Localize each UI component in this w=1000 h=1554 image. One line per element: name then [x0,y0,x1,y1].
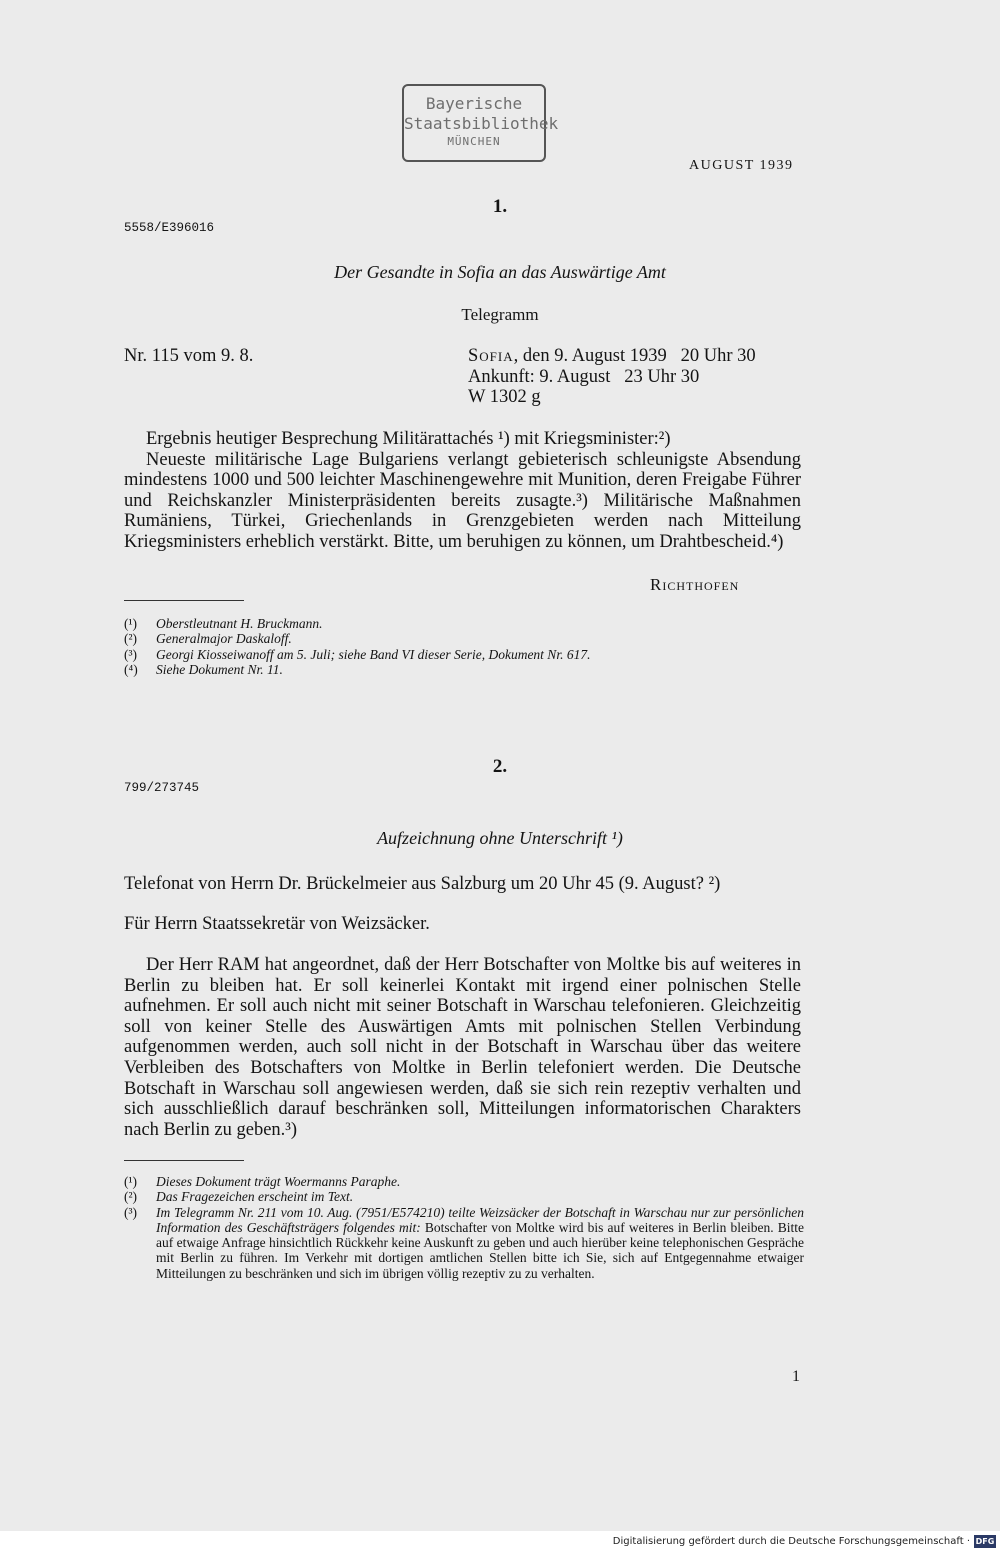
doc1-nr: Nr. 115 vom 9. 8. [124,346,254,366]
doc1-footnote-1: (¹) Oberstleutnant H. Bruckmann. [124,616,323,631]
doc1-sent: , den 9. August 1939 20 Uhr 30 [513,346,756,366]
doc1-para-1: Ergebnis heutiger Besprechung Militärattachés ¹) mit Kriegsminister:²) [146,429,671,449]
doc2-reference: 799/273745 [124,781,200,795]
doc2-footnote-1: (¹) Dieses Dokument trägt Woermanns Paraphe. [124,1174,401,1189]
running-header-date: AUGUST 1939 [689,158,794,173]
funding-notice: Digitalisierung gefördert durch die Deutsche Forschungsgemeinschaft · [612,1536,970,1547]
digitization-footer [0,1531,1000,1554]
doc2-line-2: Für Herrn Staatssekretär von Weizsäcker. [124,914,430,934]
doc1-title: Der Gesandte in Sofia an das Auswärtige Amt [334,262,666,282]
doc2-footnote-rule [124,1160,244,1161]
doc2-footnote-3-quote: Botschafter von Moltke wird bis auf weiteres in Berlin bleiben. Bitte auf etwaige Anfrage hinsichtlich Rückkehr keine Auskunft zu geben und auch hierüber keine telephonischen Gespräche mit Berlin zu führen. Im Verkehr mit dortigen amtlichen Stellen bitte ich Sie, sich auf Entgegennahme etwaiger Mitteilungen zu beschränken und sich im übrigen völlig rezeptiv zu zu verhalten. [156,1219,804,1281]
doc1-signature: Richthofen [650,575,740,594]
stamp-line-2: Staatsbibliothek [404,114,559,133]
doc1-type: Telegramm [461,305,539,324]
doc1-reference: 5558/E396016 [124,221,215,235]
stamp-line-3: MÜNCHEN [447,135,501,148]
page-number: 1 [792,1368,800,1385]
doc2-body [124,955,801,1140]
doc1-para-2: Neueste militärische Lage Bulgariens verlangt gebieterisch schleunigste Absendung mindestens 1000 und 500 leichter Maschinengewehre mit Munition, deren Freigabe Führer und Reichskanzler Ministerpräsidenten bereits zusagte.³) Militärische Maßnahmen Rumäniens, Türkei, Griechenlands in Grenzgebieten werden nach Mitteilung Kriegsministers erheblich verstärkt. Bitte, um beruhigen zu können, um Drahtbescheid.⁴) [124,449,801,552]
library-stamp [402,84,559,162]
doc1-dateline [468,346,756,408]
doc1-footnote-rule [124,600,244,601]
doc1-footnote-3: (³) Georgi Kiosseiwanoff am 5. Juli; siehe Band VI dieser Serie, Dokument Nr. 617. [124,646,591,662]
doc1-footnote-2: (²) Generalmajor Daskaloff. [124,631,292,647]
doc2-para: Der Herr RAM hat angeordnet, daß der Herr Botschafter von Moltke bis auf weiteres in Berlin zu bleiben hat. Er soll keinerlei Kontakt mit irgend einer polnischen Stelle aufnehmen. Er soll auch nicht mit seiner Botschaft in Warschau telefonieren. Gleichzeitig soll von keiner Stelle des Auswärtigen Amts mit polnischen Stellen Verbindung aufgenommen werden, auch soll nicht in der Botschaft in Warschau über das weitere Verbleiben des Botschafters von Moltke in Berlin telefoniert werden. Die Deutsche Botschaft in Warschau soll angewiesen werden, daß sie sich rein rezeptiv verhalten und sich ausschließlich darauf beschränken soll, Mitteilungen informatorischen Charakters nach Berlin zu geben.³) [124,955,801,1140]
dfg-logo: DFG [975,1537,995,1546]
doc2-footnotes [124,1174,804,1281]
doc2-line-1: Telefonat von Herrn Dr. Brückelmeier aus Salzburg um 20 Uhr 45 (9. August? ²) [124,874,721,894]
doc1-place: Sofia [468,346,514,366]
doc1-body [124,429,801,553]
doc1-arrival: Ankunft: 9. August 23 Uhr 30 [468,366,700,387]
doc2-footnote-3-italic: Im Telegramm Nr. 211 vom 10. Aug. (7951/E574210) teilte Weizsäcker der Botschaft in Warschau nur zur persönlichen Information des Geschäftsträgers folgendes mit: [156,1204,804,1235]
doc1-footnote-4: (⁴) Siehe Dokument Nr. 11. [124,661,283,677]
doc1-number: 1. [492,196,508,217]
doc1-code: W 1302 g [468,387,541,408]
doc2-title: Aufzeichnung ohne Unterschrift ¹) [377,828,623,848]
doc2-footnote-3: (³) Im Telegramm Nr. 211 vom 10. Aug. (7951/E574210) teilte Weizsäcker der Botschaft in Warschau nur zur persönlichen Information des Geschäftsträgers folgendes mit: Botschafter von Moltke wird bis auf weiteres in Berlin bleiben. Bitte auf etwaige Anfrage hinsichtlich Rückkehr keine Auskunft zu geben und auch hierüber keine telephonischen Gespräche mit Berlin zu führen. Im Verkehr mit dortigen amtlichen Stellen bitte ich Sie, sich auf Entgegennahme etwaiger Mitteilungen zu beschränken und sich im übrigen völlig rezeptiv zu zu verhalten. [124,1204,804,1281]
doc2-number: 2. [492,756,508,777]
doc1-footnotes [124,616,804,677]
stamp-line-1: Bayerische [425,94,523,113]
doc2-footnote-2: (²) Das Fragezeichen erscheint im Text. [124,1189,354,1205]
